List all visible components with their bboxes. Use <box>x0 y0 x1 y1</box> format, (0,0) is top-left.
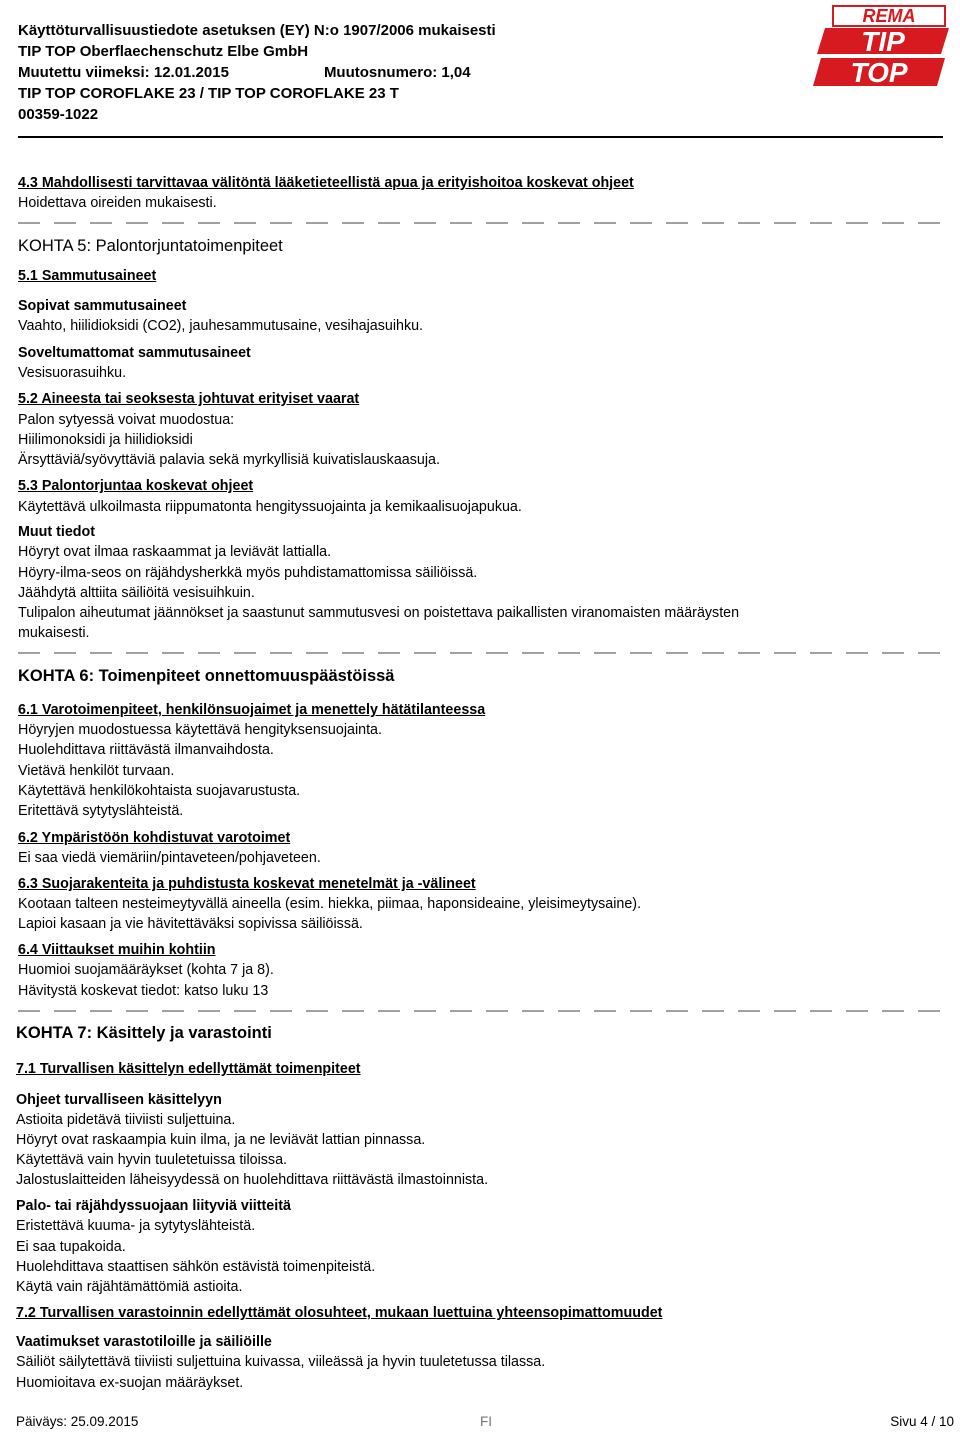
fire-protection-line: Käytä vain räjähtämättömiä astioita. <box>16 1279 243 1295</box>
storage-requirements-label: Vaatimukset varastotiloille ja säiliöille <box>16 1334 272 1350</box>
section-4-3-heading: 4.3 Mahdollisesti tarvittavaa välitöntä lääketieteellistä apua ja erityishoitoa koskevat ohjeet <box>18 175 634 191</box>
section-6-1-line: Höyryjen muodostuessa käytettävä hengityksensuojainta. <box>18 722 382 738</box>
kohta-7-title: KOHTA 7: Käsittely ja varastointi <box>16 1024 272 1042</box>
section-7-1-heading: 7.1 Turvallisen käsittelyn edellyttämät toimenpiteet <box>16 1061 361 1077</box>
safe-handling-line: Höyryt ovat raskaampia kuin ilma, ja ne leviävät lattian pinnassa. <box>16 1132 426 1148</box>
safe-handling-label: Ohjeet turvalliseen käsittelyyn <box>16 1092 222 1108</box>
header-regulation: Käyttöturvallisuustiedote asetuksen (EY) N:o 1907/2006 mukaisesti <box>18 22 496 39</box>
section-5-3-heading: 5.3 Palontorjuntaa koskevat ohjeet <box>18 478 254 494</box>
other-info-line: Tulipalon aiheutumat jäännökset ja saastunut sammutusvesi on poistettava paikallisten viranomaisten määräysten <box>18 605 740 621</box>
section-6-4-line: Hävitystä koskevat tiedot: katso luku 13 <box>18 983 269 999</box>
kohta-5-title: KOHTA 5: Palontorjuntatoimenpiteet <box>18 237 283 255</box>
fire-protection-line: Eristettävä kuuma- ja sytytyslähteistä. <box>16 1218 256 1234</box>
section-6-1-line: Huolehdittava riittävästä ilmanvaihdosta. <box>18 742 274 758</box>
other-info-line: mukaisesti. <box>18 625 90 641</box>
header-code: 00359-1022 <box>18 106 99 123</box>
suitable-agents-label: Sopivat sammutusaineet <box>18 298 187 314</box>
header-divider <box>18 136 943 138</box>
section-6-1-line: Vietävä henkilöt turvaan. <box>18 763 175 779</box>
other-info-line: Höyry-ilma-seos on räjähdysherkkä myös puhdistamattomissa säiliöissä. <box>18 565 478 581</box>
section-6-1-heading: 6.1 Varotoimenpiteet, henkilönsuojaimet ja menettely hätätilanteessa <box>18 702 486 718</box>
other-info-label: Muut tiedot <box>18 524 96 540</box>
section-6-3-heading: 6.3 Suojarakenteita ja puhdistusta koskevat menetelmät ja -välineet <box>18 876 476 892</box>
logo-tip-text: TIP <box>861 26 905 57</box>
safe-handling-line: Jalostuslaitteiden läheisyydessä on huolehdittava riittävästä ilmastoinnista. <box>16 1172 489 1188</box>
header-revision: Muutosnumero: 1,04 <box>323 64 471 81</box>
section-5-2-line: Palon sytyessä voivat muodostua: <box>18 412 235 428</box>
other-info-line: Höyryt ovat ilmaa raskaammat ja leviävät lattialla. <box>18 544 332 560</box>
fire-protection-line: Ei saa tupakoida. <box>16 1239 126 1255</box>
storage-requirements-line: Huomioitava ex-suojan määräykset. <box>16 1375 244 1391</box>
section-6-1-line: Käytettävä henkilökohtaista suojavarustusta. <box>18 783 301 799</box>
header-company: TIP TOP Oberflaechenschutz Elbe GmbH <box>18 43 309 60</box>
other-info-line: Jäähdytä alttiita säiliöitä vesisuihkuin. <box>18 585 255 601</box>
section-7-2-heading: 7.2 Turvallisen varastoinnin edellyttämät olosuhteet, mukaan luettuina yhteensopimattomuudet <box>16 1305 663 1321</box>
section-4-3-text: Hoidettava oireiden mukaisesti. <box>18 195 217 211</box>
section-5-2-line: Hiilimonoksidi ja hiilidioksidi <box>18 432 193 448</box>
section-6-1-line: Eritettävä sytytyslähteistä. <box>18 803 184 819</box>
section-6-3-line: Kootaan talteen nesteimeytyvällä aineella (esim. hiekka, piimaa, haponsideaine, yleisimeytysaine). <box>18 896 642 912</box>
section-6-2-text: Ei saa viedä viemäriin/pintaveteen/pohjaveteen. <box>18 850 321 866</box>
footer-language: FI <box>480 1414 492 1429</box>
safe-handling-line: Käytettävä vain hyvin tuuletetuissa tiloissa. <box>16 1152 287 1168</box>
section-divider <box>18 1010 943 1012</box>
header-revision-row <box>18 62 496 83</box>
unsuitable-agents-label: Soveltumattomat sammutusaineet <box>18 345 251 361</box>
rema-tip-top-logo <box>813 4 953 90</box>
section-5-3-text: Käytettävä ulkoilmasta riippumatonta hengityssuojainta ja kemikaalisuojapukua. <box>18 499 522 515</box>
document-header <box>18 20 496 125</box>
section-6-4-line: Huomioi suojamääräykset (kohta 7 ja 8). <box>18 962 274 978</box>
suitable-agents-text: Vaahto, hiilidioksidi (CO2), jauhesammutusaine, vesihajasuihku. <box>18 318 424 334</box>
section-6-3-line: Lapioi kasaan ja vie hävitettäväksi sopivissa säiliöissä. <box>18 916 363 932</box>
fire-protection-line: Huolehdittava staattisen sähkön estävistä toimenpiteistä. <box>16 1259 376 1275</box>
header-product: TIP TOP COROFLAKE 23 / TIP TOP COROFLAKE 23 T <box>18 85 399 102</box>
section-divider <box>18 652 943 654</box>
fire-protection-label: Palo- tai räjähdyssuojaan liityviä viitteitä <box>16 1198 291 1214</box>
storage-requirements-line: Säiliöt säilytettävä tiiviisti suljettuina kuivassa, viileässä ja hyvin tuuletetussa tilassa. <box>16 1354 546 1370</box>
section-5-2-heading: 5.2 Aineesta tai seoksesta johtuvat erityiset vaarat <box>18 391 360 407</box>
footer-date: Päiväys: 25.09.2015 <box>16 1414 139 1429</box>
section-5-2-line: Ärsyttäviä/syövyttäviä palavia sekä myrkyllisiä kuivatislauskaasuja. <box>18 452 440 468</box>
header-modified: Muutettu viimeksi: 12.01.2015 <box>18 64 229 81</box>
section-divider <box>18 222 943 224</box>
kohta-6-title: KOHTA 6: Toimenpiteet onnettomuuspäästöissä <box>18 667 395 685</box>
footer-page-number: Sivu 4 / 10 <box>890 1414 954 1429</box>
unsuitable-agents-text: Vesisuorasuihku. <box>18 365 127 381</box>
logo-rema-text: REMA <box>862 6 916 26</box>
section-5-1-heading: 5.1 Sammutusaineet <box>18 268 157 284</box>
safe-handling-line: Astioita pidetävä tiiviisti suljettuina. <box>16 1112 236 1128</box>
section-6-4-heading: 6.4 Viittaukset muihin kohtiin <box>18 942 216 958</box>
section-6-2-heading: 6.2 Ympäristöön kohdistuvat varotoimet <box>18 830 291 846</box>
logo-top-text: TOP <box>850 57 908 88</box>
